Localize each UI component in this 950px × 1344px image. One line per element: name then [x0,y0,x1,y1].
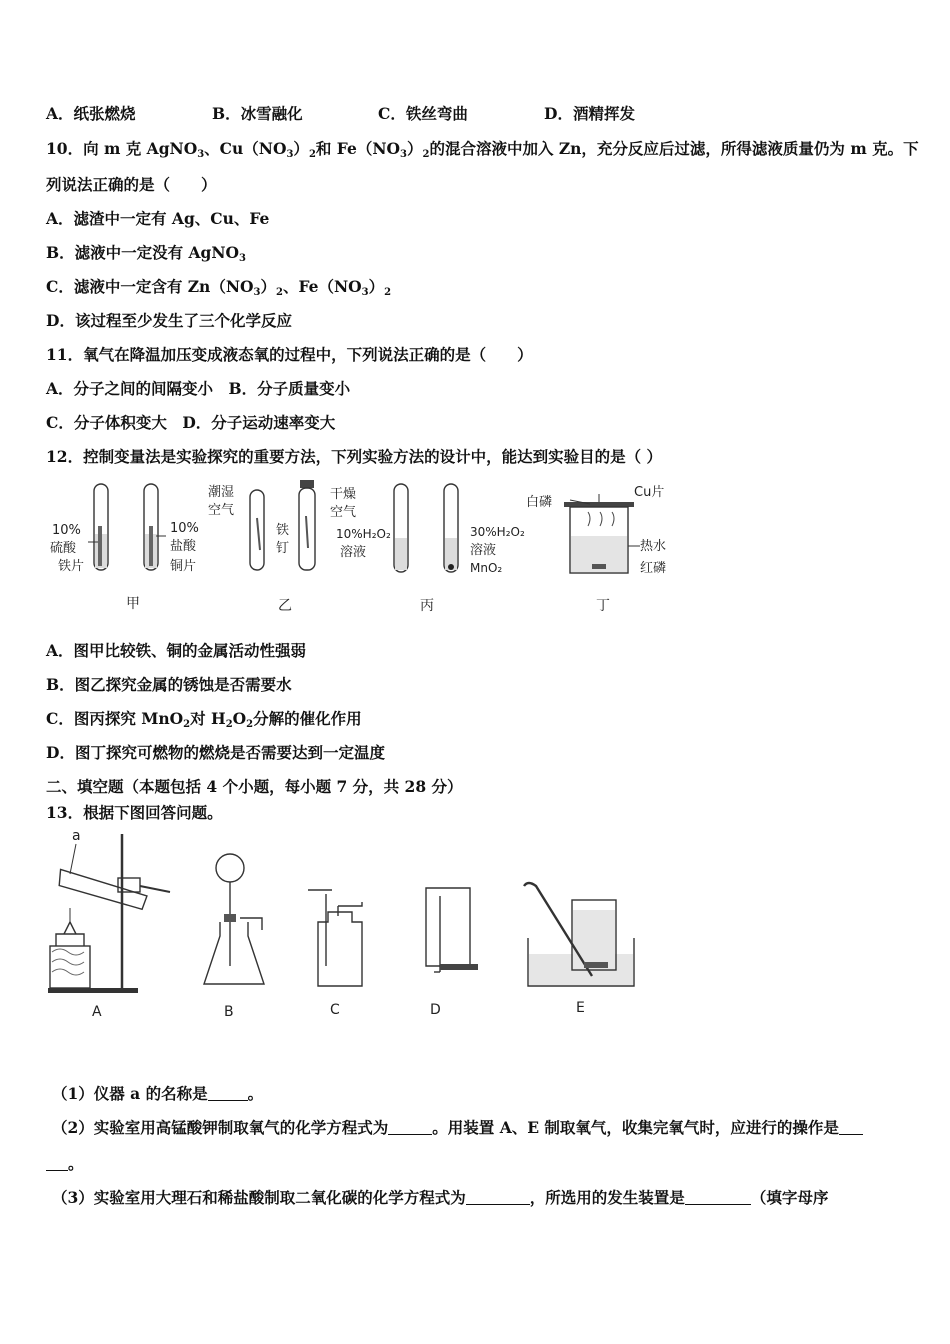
q10-option-d: D．该过程至少发生了三个化学反应 [46,311,292,330]
q9-option-d: D．酒精挥发 [544,104,635,123]
bing-left-label-1: 10%H₂O₂ [336,527,391,541]
q13-part-1: （1）仪器 a 的名称是 。 [52,1084,264,1103]
yi-left-label-1: 潮湿 [208,485,235,500]
q11-options-cd: C．分子体积变大 D．分子运动速率变大 [46,413,336,432]
jia-right-label-2: 盐酸 [170,539,197,554]
apparatus-a [48,828,170,1020]
q9-option-c: C．铁丝弯曲 [378,104,468,123]
q13-apparatus-figure [40,826,660,1022]
figure-yi [208,480,356,614]
q13-part-2-cont: 。 [46,1152,84,1174]
blank-3b[interactable] [685,1190,751,1205]
q11-options-ab: A．分子之间的间隔变小 B．分子质量变小 [46,379,351,398]
yi-caption: 乙 [278,598,292,614]
apparatus-b [204,854,264,1020]
figure-bing [336,484,525,614]
blank-2b-cont[interactable] [46,1156,68,1171]
q10-option-c: C．滤液中一定含有 $Zn(NO_3)_2$、$Fe(NO_3)_2$ [46,277,392,298]
yi-left-label-2: 空气 [208,503,235,518]
q12-option-d: D．图丁探究可燃物的燃烧是否需要达到一定温度 [46,743,385,762]
q12-option-c: C．图丙探究 MnO$_2$对 $H_2O_2$分解的催化作用 [46,709,362,730]
ding-label-red-p: 红磷 [640,561,667,576]
jia-left-label-1: 10% [52,523,81,538]
q11-stem: 11．氧气在降温加压变成液态氧的过程中，下列说法正确的是（ ） [46,345,533,364]
figure-jia [50,484,199,612]
jia-left-label-2: 硫酸 [50,541,77,556]
bing-right-label-1: 30%H₂O₂ [470,525,525,539]
apparatus-c [308,890,362,1018]
jia-caption: 甲 [126,596,140,612]
apparatus-e [524,883,634,1016]
bing-right-label-2: 溶液 [470,543,497,558]
blank-2a[interactable] [388,1120,432,1135]
yi-right-label-1: 干燥 [330,487,357,502]
q13-stem: 13．根据下图回答问题。 [46,803,223,822]
figure-ding [526,484,666,614]
q10-option-a: A．滤渣中一定有 Ag、Cu、Fe [46,209,270,228]
jia-left-label-3: 铁片 [58,559,85,574]
yi-mid-label-1: 铁 [276,523,290,538]
q10-option-b: B．滤液中一定没有 AgNO$_3$ [46,243,247,264]
q12-option-a: A．图甲比较铁、铜的金属活动性强弱 [46,641,307,660]
bing-left-label-2: 溶液 [340,545,367,560]
ding-caption: 丁 [596,598,610,614]
label-a: a [72,828,81,844]
q9-option-b: B．冰雪融化 [212,104,303,123]
blank-3a[interactable] [466,1190,530,1205]
bing-right-label-3: MnO₂ [470,561,503,575]
blank-1[interactable] [208,1086,248,1101]
caption-a: A [92,1004,102,1020]
bing-caption: 丙 [420,598,434,614]
ding-label-hot-water: 热水 [640,539,667,554]
ding-label-cu: Cu片 [634,485,665,500]
q12-option-b: B．图乙探究金属的锈蚀是否需要水 [46,675,292,694]
q13-part-2: （2）实验室用高锰酸钾制取氧气的化学方程式为 。用装置 A、E 制取氧气，收集完氧气时，应进行的操作是 [52,1116,863,1138]
q13-part-3: （3）实验室用大理石和稀盐酸制取二氧化碳的化学方程式为 ，所选用的发生装置是 （填字母序 [52,1188,829,1207]
q12-stem: 12．控制变量法是实验探究的重要方法，下列实验方法的设计中，能达到实验目的是（ ） [46,447,662,466]
q10-stem-line2: 列说法正确的是（ ） [46,175,217,194]
caption-b: B [224,1004,234,1020]
caption-c: C [330,1002,340,1018]
caption-e: E [576,1000,585,1016]
blank-2b[interactable] [839,1120,863,1135]
q12-experiment-figure [40,476,690,622]
jia-right-label-3: 铜片 [170,559,197,574]
yi-mid-label-2: 钉 [276,541,290,556]
q9-option-a: A．纸张燃烧 [46,104,136,123]
yi-right-label-2: 空气 [330,505,357,520]
section-2-title: 二、填空题（本题包括 4 个小题，每小题 7 分，共 28 分） [46,777,463,796]
ding-label-white-p: 白磷 [526,495,553,510]
apparatus-d [426,888,478,1018]
q10-stem: 10．向 m 克 AgNO$_3$、$Cu(NO_3)_2$和 $Fe(NO_3)_2$的混合溶液中加入 Zn，充分反应后过滤，所得滤液质量仍为 m 克。下 [46,139,919,160]
jia-right-label-1: 10% [170,521,199,536]
q9-options [46,102,635,124]
caption-d: D [430,1002,441,1018]
